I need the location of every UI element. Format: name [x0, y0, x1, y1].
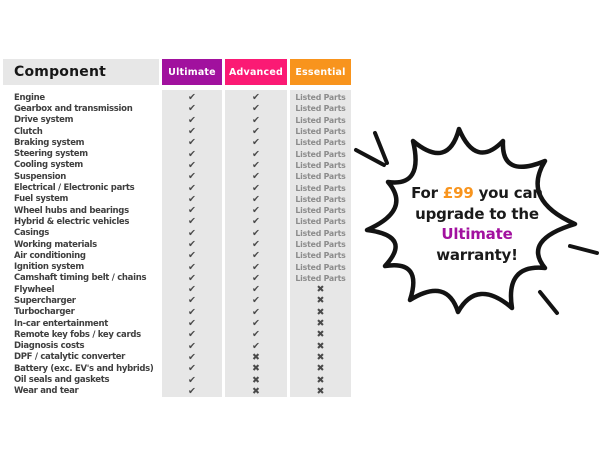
advanced-cell: ✔ [252, 126, 260, 138]
ultimate-cell: ✔ [188, 193, 196, 205]
advanced-cell: ✔ [252, 92, 260, 104]
ultimate-cell: ✔ [188, 261, 196, 273]
advanced-cell: ✔ [252, 284, 260, 296]
component-label: Gearbox and transmission [14, 103, 133, 114]
ultimate-cell: ✔ [188, 137, 196, 149]
advanced-cell: ✔ [252, 103, 260, 115]
essential-cell: ✖ [316, 306, 325, 318]
advanced-cell: ✖ [252, 363, 260, 375]
ultimate-cell: ✔ [188, 239, 196, 250]
essential-cell: Listed Parts [295, 104, 346, 114]
price-highlight: £99 [442, 184, 474, 202]
component-label: Battery (exc. EV's and hybrids) [14, 363, 154, 374]
ultimate-cell: ✔ [188, 148, 196, 160]
ultimate-cell: ✔ [188, 114, 196, 126]
essential-cell: Listed Parts [295, 194, 346, 204]
advanced-cell: ✔ [252, 159, 260, 171]
component-label: Ignition system [14, 262, 84, 273]
callout-line1 [397, 183, 557, 204]
essential-cell: Listed Parts [295, 183, 346, 193]
advanced-cell: ✔ [252, 329, 260, 341]
ultimate-cell: ✔ [188, 92, 196, 104]
essential-cell: Listed Parts [295, 206, 346, 216]
essential-cell: Listed Parts [295, 115, 346, 125]
advanced-cell: ✔ [252, 137, 260, 149]
advanced-cell: ✔ [252, 239, 260, 250]
speed-line-right [570, 246, 597, 253]
component-label: Remote key fobs / key cards [14, 329, 141, 340]
component-label: Wheel hubs and bearings [14, 205, 129, 216]
component-label: Flywheel [14, 284, 55, 295]
advanced-cell: ✔ [252, 227, 260, 239]
component-label: Wear and tear [14, 386, 79, 397]
ultimate-cell: ✔ [188, 216, 196, 228]
ultimate-cell: ✔ [188, 171, 196, 183]
component-label: Air conditioning [14, 250, 86, 261]
ultimate-cell: ✔ [188, 284, 196, 296]
essential-cell: Listed Parts [295, 217, 346, 227]
advanced-cell: ✔ [252, 250, 260, 262]
essential-cell: ✖ [316, 363, 325, 375]
essential-cell: Listed Parts [295, 138, 346, 148]
component-label: Hybrid & electric vehicles [14, 216, 130, 227]
callout-line1-prefix: For [411, 184, 443, 202]
ultimate-cell: ✔ [188, 250, 196, 262]
essential-cell: Listed Parts [295, 160, 346, 170]
ultimate-cell: ✔ [188, 329, 196, 341]
advanced-cell: ✖ [252, 374, 260, 386]
essential-cell: Listed Parts [295, 127, 346, 137]
component-label: Cooling system [14, 160, 83, 171]
component-label: Casings [14, 228, 50, 239]
ultimate-cell: ✔ [188, 126, 196, 138]
advanced-cell: ✔ [252, 261, 260, 273]
ultimate-cell: ✔ [188, 103, 196, 115]
ultimate-cell: ✔ [188, 385, 196, 397]
ultimate-cell: ✔ [188, 182, 196, 194]
advanced-cell: ✔ [252, 318, 260, 330]
callout-line2: upgrade to the [415, 204, 539, 223]
component-label: Fuel system [14, 194, 69, 205]
essential-cell: ✖ [316, 284, 325, 296]
component-label: In-car entertainment [14, 318, 109, 329]
ultimate-cell: ✔ [188, 363, 196, 375]
component-label: Camshaft timing belt / chains [14, 273, 147, 284]
essential-cell: Listed Parts [295, 93, 346, 103]
component-label: Oil seals and gaskets [14, 375, 110, 386]
callout-line3-ultimate: Ultimate [441, 225, 513, 243]
advanced-cell: ✔ [252, 171, 260, 183]
advanced-cell: ✔ [252, 182, 260, 194]
advanced-cell: ✔ [252, 148, 260, 160]
ultimate-cell: ✔ [188, 340, 196, 352]
ultimate-cell: ✔ [188, 159, 196, 171]
speed-line-bottom-right [540, 292, 557, 313]
essential-cell: ✖ [316, 318, 325, 330]
ultimate-cell: ✔ [188, 295, 196, 307]
component-label: Clutch [14, 126, 43, 137]
speed-line-top-left-2 [356, 150, 384, 165]
advanced-cell: ✔ [252, 205, 260, 217]
advanced-cell: ✔ [252, 295, 260, 307]
callout-line4: warranty! [436, 245, 518, 264]
ultimate-cell: ✔ [188, 374, 196, 386]
component-label: Electrical / Electronic parts [14, 183, 135, 194]
advanced-cell: ✖ [252, 385, 260, 397]
component-label: Drive system [14, 115, 74, 126]
ultimate-cell: ✔ [188, 205, 196, 217]
component-label: Working materials [14, 239, 97, 250]
essential-cell: Listed Parts [295, 240, 346, 249]
advanced-cell: ✔ [252, 114, 260, 126]
advanced-cell: ✖ [252, 351, 260, 363]
callout-line1-suffix: you can [473, 184, 543, 202]
essential-cell: Listed Parts [295, 172, 346, 182]
ultimate-cell: ✔ [188, 227, 196, 239]
component-label: Suspension [14, 171, 66, 182]
component-label: Braking system [14, 137, 85, 148]
advanced-cell: ✔ [252, 216, 260, 228]
essential-cell: ✖ [316, 340, 325, 352]
ultimate-cell: ✔ [188, 306, 196, 318]
advanced-cell: ✔ [252, 306, 260, 318]
essential-cell: ✖ [316, 374, 325, 386]
tier-header-essential: Essential [290, 59, 351, 85]
essential-cell: Listed Parts [295, 251, 346, 261]
advanced-cell: ✔ [252, 193, 260, 205]
callout-text [397, 183, 557, 265]
component-label: Supercharger [14, 295, 76, 306]
advanced-cell: ✔ [252, 272, 260, 284]
advanced-cell: ✔ [252, 340, 260, 352]
component-label: Steering system [14, 149, 88, 160]
component-column-header: Component [3, 59, 159, 85]
essential-cell: Listed Parts [295, 149, 346, 159]
essential-cell: Listed Parts [295, 228, 346, 238]
ultimate-cell: ✔ [188, 272, 196, 284]
ultimate-cell: ✔ [188, 351, 196, 363]
essential-cell: ✖ [316, 295, 325, 307]
ultimate-cell: ✔ [188, 318, 196, 330]
speed-line-top-left-1 [375, 133, 387, 163]
tier-header-ultimate: Ultimate [162, 59, 222, 85]
essential-cell: ✖ [316, 329, 325, 341]
essential-cell: ✖ [316, 351, 325, 363]
component-label: Diagnosis costs [14, 341, 85, 352]
component-label: DPF / catalytic converter [14, 352, 126, 363]
essential-cell: ✖ [316, 385, 325, 397]
component-label: Engine [14, 92, 45, 103]
component-label: Turbocharger [14, 307, 75, 318]
essential-cell: Listed Parts [295, 262, 346, 272]
essential-cell: Listed Parts [295, 273, 346, 283]
tier-header-advanced: Advanced [225, 59, 287, 85]
